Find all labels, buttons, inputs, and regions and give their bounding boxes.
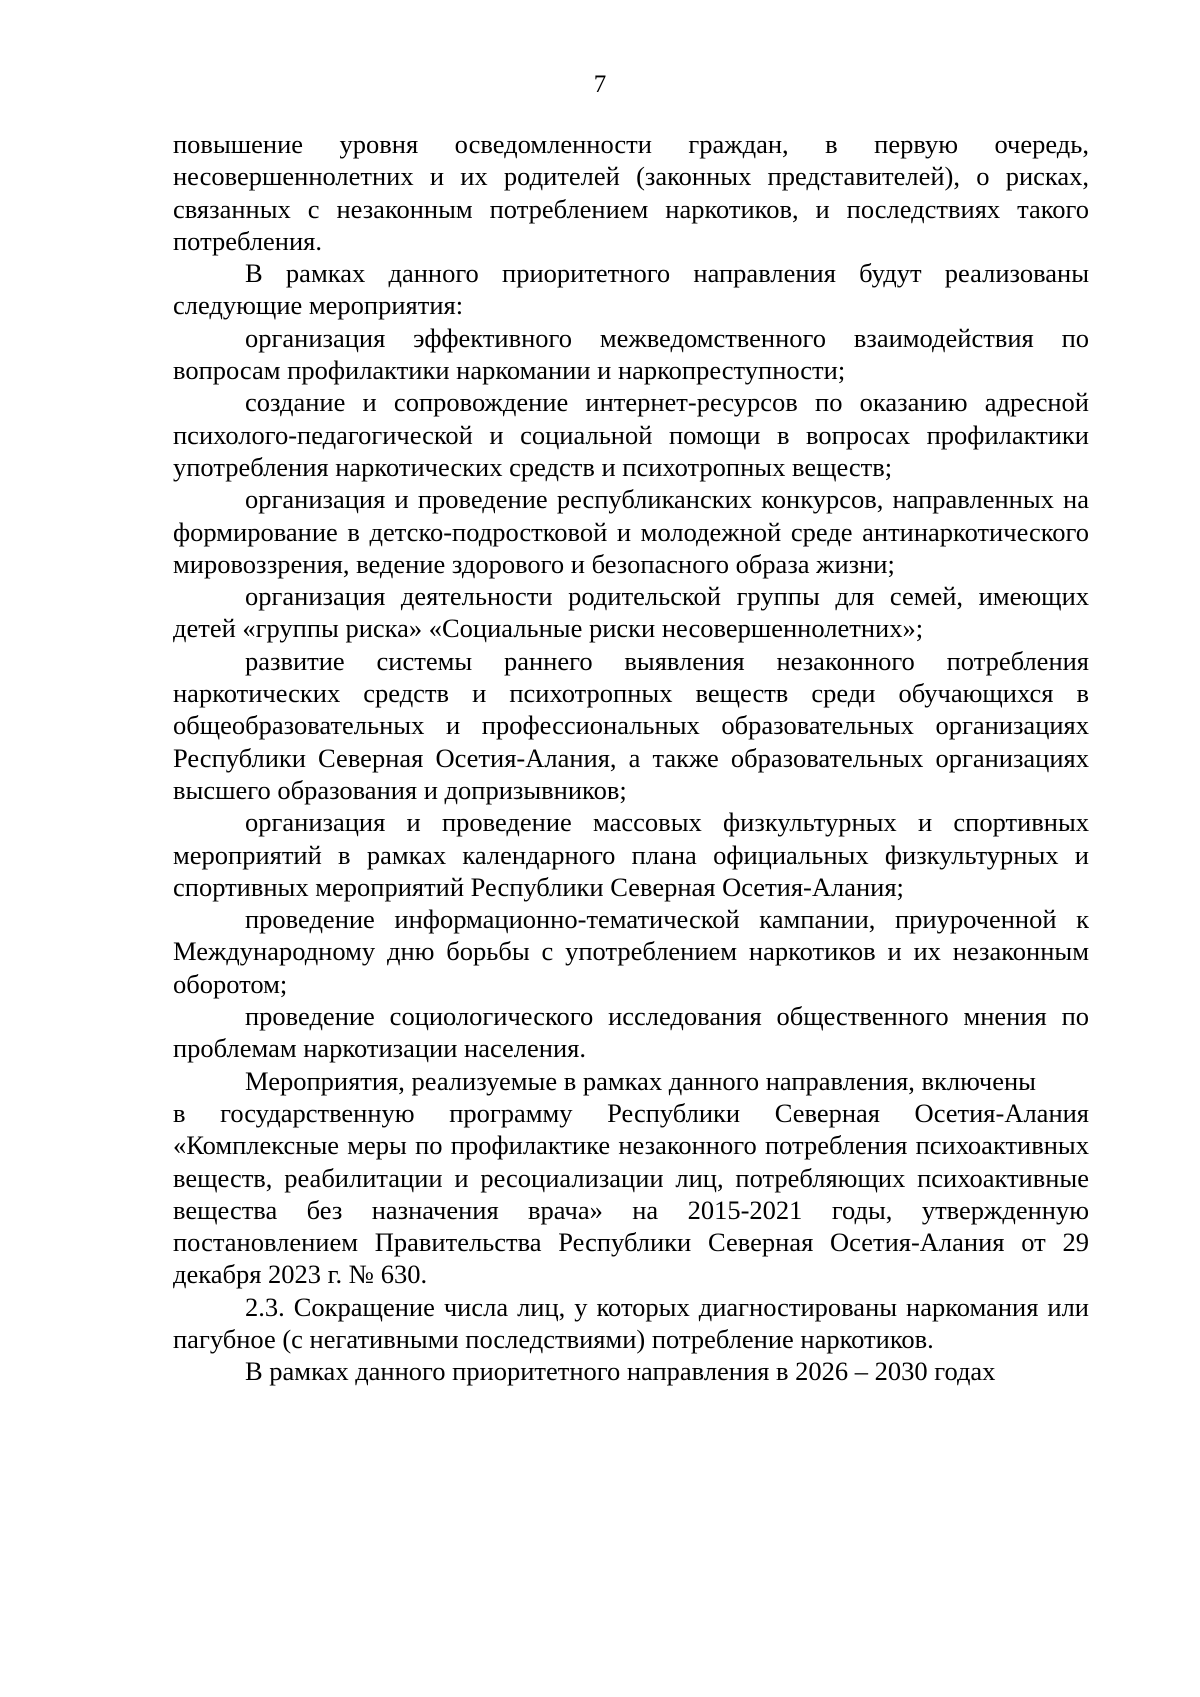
- paragraph-sports-events: организация и проведение массовых физкультурных и спортивных мероприятий в рамках календарного плана официальных физкультурных и спортивных мероприятий Республики Северная Осетия-Алания;: [173, 807, 1089, 902]
- paragraph-early-detection: развитие системы раннего выявления незаконного потребления наркотических средств и психотропных веществ среди обучающихся в общеобразовательных и профессиональных образовательных организациях Республики Северная Осетия-Алания, а также образовательных организациях высшего образования и допризывников;: [173, 645, 1089, 805]
- paragraph-awareness-continuation: повышение уровня осведомленности граждан, в первую очередь, несовершеннолетних и их родителей (законных представителей), о рисках, связанных с незаконным потреблением наркотиков, и последствиях такого потребления.: [173, 129, 1089, 256]
- paragraph-parent-group: организация деятельности родительской группы для семей, имеющих детей «группы риска» «Социальные риски несовершеннолетних»;: [173, 581, 1089, 644]
- document-body: [173, 128, 1089, 1388]
- paragraph-measures-intro: В рамках данного приоритетного направления будут реализованы следующие мероприятия:: [173, 258, 1089, 321]
- paragraph-internet-resources: создание и сопровождение интернет-ресурсов по оказанию адресной психолого-педагогической и социальной помощи в вопросах профилактики употребления наркотических средств и психотропных веществ;: [173, 387, 1089, 482]
- paragraph-interagency-cooperation: организация эффективного межведомственного взаимодействия по вопросам профилактики наркомании и наркопреступности;: [173, 322, 1089, 386]
- paragraph-information-campaign: проведение информационно-тематической кампании, приуроченной к Международному дню борьбы с употреблением наркотиков и их незаконным оборотом;: [173, 904, 1089, 999]
- section-heading-2-3: 2.3. Сокращение числа лиц, у которых диагностированы наркомания или пагубное (с негативными последствиями) потребление наркотиков.: [173, 1291, 1089, 1354]
- paragraph-state-program: в государственную программу Республики Северная Осетия-Алания «Комплексные меры по профилактике незаконного потребления психоактивных веществ, реабилитации и ресоциализации лиц, потребляющих психоактивные вещества без назначения врача» на 2015-2021 годы, утвержденную постановлением Правительства Республики Северная Осетия-Алания от 29 декабря 2023 г. № 630.: [173, 1097, 1089, 1290]
- page-number: 7: [593, 71, 607, 98]
- paragraph-sociological-research: проведение социологического исследования общественного мнения по проблемам наркотизации населения.: [173, 1001, 1089, 1064]
- paragraph-2026-2030: В рамках данного приоритетного направления в 2026 – 2030 годах: [245, 1356, 996, 1387]
- paragraph-republican-contests: организация и проведение республиканских конкурсов, направленных на формирование в детско-подростковой и молодежной среде антинаркотического мировоззрения, ведение здорового и безопасного образа жизни;: [173, 484, 1089, 579]
- paragraph-measures-included: Мероприятия, реализуемые в рамках данного направления, включены: [245, 1065, 1036, 1096]
